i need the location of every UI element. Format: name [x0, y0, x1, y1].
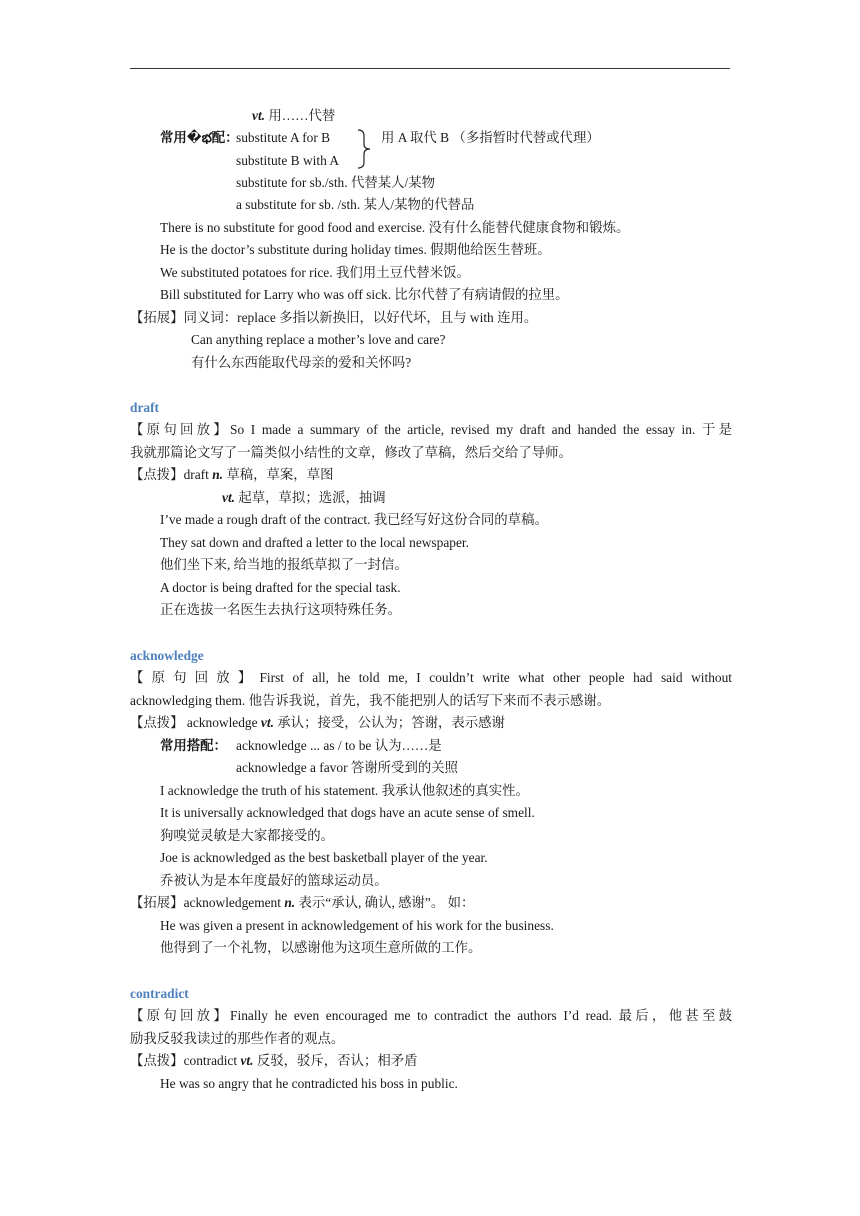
original-sentence-line-1 [130, 421, 732, 439]
header-rule [130, 68, 730, 69]
example-3-en: A doctor is being drafted for the special task. [160, 580, 401, 595]
example-4: Bill substituted for Larry who was off sick. 比尔代替了有病请假的拉里。 [160, 287, 569, 302]
pos-label: n. [212, 467, 223, 482]
collocation-1: substitute A for B [236, 130, 331, 145]
collocation-meaning: 用 A 取代 B （多指暂时代替或代理） [381, 130, 600, 145]
brace-icon [356, 128, 372, 170]
original-text: Finally he even encouraged me to contradict the authors I’d read. 最后，他甚至鼓 [230, 1008, 733, 1023]
pos-label: n. [284, 895, 296, 910]
example-3-zh: 乔被认为是本年度最好的篮球运动员。 [160, 873, 388, 888]
example-3: We substituted potatoes for rice. 我们用土豆代替米饭。 [160, 265, 470, 280]
pos-label: vt. [240, 1053, 254, 1068]
tip-word: contradict [183, 1053, 241, 1068]
example-2: He is the doctor’s substitute during holiday times. 假期他给医生替班。 [160, 242, 551, 257]
meaning: 承认；接受，公认为；答谢，表示感谢 [273, 715, 505, 730]
original-sentence-line-2: 我就那篇论文写了一篇类似小结性的文章，修改了草稿，然后交给了导师。 [130, 445, 572, 460]
extension-example-en: Can anything replace a mother’s love and care? [191, 332, 446, 347]
collocation-3: substitute for sb./sth. 代替某人/某物 [236, 175, 436, 190]
meaning: 草稿，草案，草图 [223, 467, 334, 482]
tip-label: 【点拨】 [130, 467, 184, 482]
tip-label: 【点拨】 [130, 715, 184, 730]
example-1: There is no substitute for good food and exercise. 没有什么能替代健康食物和锻炼。 [160, 220, 630, 235]
original-label: 【原句回放】 [130, 1008, 231, 1023]
collocation-label: 常用搭配： [160, 738, 227, 753]
original-label: 【原句回放】 [130, 422, 231, 437]
substitute-vt-line [252, 107, 335, 125]
extension-example-en: He was given a present in acknowledgement of his work for the business. [160, 918, 554, 933]
tip-word: draft [183, 467, 213, 482]
extension-word: acknowledgement [183, 895, 285, 910]
extension-line [130, 309, 537, 327]
pos-label: vt. [260, 715, 274, 730]
entry-heading-acknowledge: acknowledge [130, 648, 204, 663]
example-1: I acknowledge the truth of his statement. 我承认他叙述的真实性。 [160, 783, 529, 798]
original-label: 【原句回放】 [130, 670, 260, 685]
collocation-4: a substitute for sb. /sth. 某人/某物的代替品 [236, 197, 475, 212]
pos-label: vt. [222, 490, 236, 505]
extension-text: 表示“承认, 确认, 感谢”。 如： [295, 895, 475, 910]
tip-line [130, 714, 505, 732]
meaning: 反驳，驳斥，否认；相矛盾 [253, 1053, 418, 1068]
tip-word: acknowledge [186, 715, 261, 730]
original-sentence-line-2: acknowledging them. 他告诉我说，首先，我不能把别人的话写下来而不表示感谢。 [130, 693, 611, 708]
tip-vt-line [222, 489, 386, 507]
pos-label: vt. [252, 108, 266, 123]
original-text: So I made a summary of the article, revised my draft and handed the essay in. 于是 [230, 422, 732, 437]
extension-label: 【拓展】 [130, 310, 184, 325]
extension-line [130, 894, 474, 912]
meaning: 起草，草拟；选派，抽调 [235, 490, 386, 505]
example-2-zh: 狗嗅觉灵敏是大家都接受的。 [160, 828, 335, 843]
extension-example-zh: 有什么东西能取代母亲的爱和关怀吗? [191, 355, 412, 370]
collocation-2: acknowledge a favor 答谢所受到的关照 [236, 760, 459, 775]
collocation-label: 常用�భ配： [160, 130, 239, 145]
example-2-en: They sat down and drafted a letter to the local newspaper. [160, 535, 469, 550]
tip-label: 【点拨】 [130, 1053, 184, 1068]
entry-heading-draft: draft [130, 400, 160, 415]
extension-example-zh: 他得到了一个礼物，以感谢他为这项生意所做的工作。 [160, 940, 482, 955]
example-1: He was so angry that he contradicted his boss in public. [160, 1076, 458, 1091]
meaning: 用……代替 [268, 108, 336, 123]
example-3-zh: 正在选拔一名医生去执行这项特殊任务。 [160, 602, 402, 617]
original-text: First of all, he told me, I couldn’t write what other people had said without [259, 670, 732, 685]
example-3-en: Joe is acknowledged as the best basketball player of the year. [160, 850, 488, 865]
tip-line [130, 1052, 418, 1070]
original-sentence-line-2: 励我反驳我读过的那些作者的观点。 [130, 1031, 345, 1046]
example-2-en: It is universally acknowledged that dogs have an acute sense of smell. [160, 805, 535, 820]
original-sentence-line-1 [130, 669, 732, 687]
collocation-1: acknowledge ... as / to be 认为……是 [236, 738, 442, 753]
original-sentence-line-1 [130, 1007, 732, 1025]
extension-text: 同义词：replace 多指以新换旧，以好代坏，且与 with 连用。 [183, 310, 538, 325]
collocation-2: substitute B with A [236, 153, 340, 168]
example-2-zh: 他们坐下来, 给当地的报纸草拟了一封信。 [160, 557, 408, 572]
tip-line [130, 466, 333, 484]
entry-heading-contradict: contradict [130, 986, 189, 1001]
extension-label: 【拓展】 [130, 895, 184, 910]
example-1: I’ve made a rough draft of the contract. 我已经写好这份合同的草稿。 [160, 512, 548, 527]
